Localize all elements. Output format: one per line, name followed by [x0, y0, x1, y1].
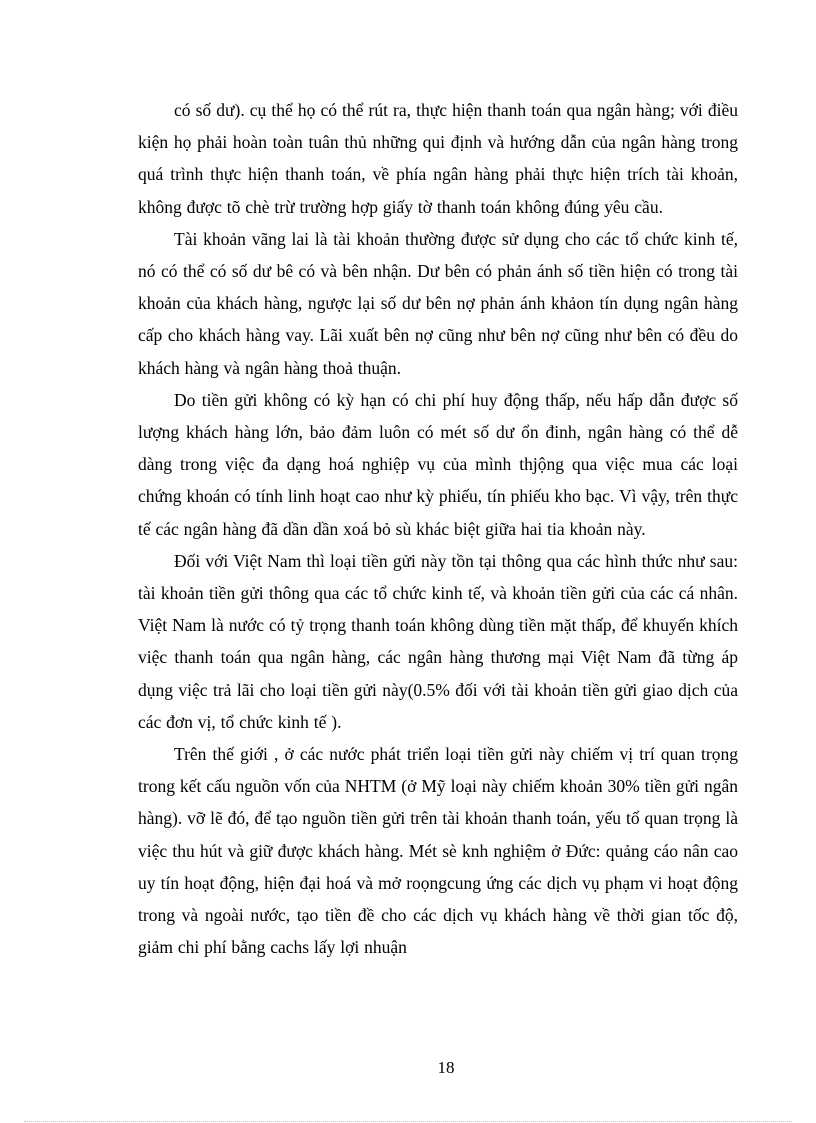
page-bottom-divider: [24, 1121, 792, 1122]
paragraph-5: Trên thế giới , ở các nước phát triển loại tiền gửi này chiếm vị trí quan trọng trong kết cấu nguồn vốn của NHTM (ở Mỹ loại này chiếm khoản 30% tiền gửi ngân hàng). vỡ lẽ đó, để tạo nguồn tiền gửi trên tài khoản thanh toán, yếu tố quan trọng là việc thu hút và giữ được khách hàng. Mét sè knh nghiệm ở Đức: quảng cáo nân cao uy tín hoạt động, hiện đại hoá và mở roọngcung ứng các dịch vụ phạm vi hoạt động trong và ngoài nước, tạo tiền đề cho các dịch vụ khách hàng về thời gian tốc độ, giảm chi phí bằng cachs lấy lợi nhuận: [138, 744, 738, 958]
paragraph-1: có số dư). cụ thể họ có thể rút ra, thực hiện thanh toán qua ngân hàng; với điều kiện họ phải hoàn toàn tuân thủ những qui định và hướng dẫn của ngân hàng trong quá trình thực hiện thanh toán, về phía ngân hàng phải thực hiện trích tài khoản, không được tõ chè trừ trường hợp giấy tờ thanh toán không đúng yêu cầu.: [138, 100, 738, 217]
paragraph-3: Do tiền gửi không có kỳ hạn có chi phí huy động thấp, nếu hấp dẫn được số lượng khách hàng lớn, bảo đảm luôn có mét số dư ổn đinh, ngân hàng có thể dễ dàng trong việc đa dạng hoá nghiệp vụ của mình thjộng qua việc mua các loại chứng khoán có tính linh hoạt cao như kỳ phiếu, tín phiếu kho bạc. Vì vậy, trên thực tế các ngân hàng đã dần dần xoá bỏ sù khác biệt giữa hai tia khoản này.: [138, 389, 738, 539]
paragraph-4: Đối với Việt Nam thì loại tiền gửi này tồn tại thông qua các hình thức như sau: tài khoản tiền gửi thông qua các tổ chức kinh tế, và khoản tiền gửi của các cá nhân. Việt Nam là nước có tỷ trọng thanh toán không dùng tiền mặt thấp, để khuyến khích việc thanh toán qua ngân hàng, các ngân hàng thương mại Việt Nam đã từng áp dụng việc trả lãi cho loại tiền gửi này(0.5% đối với tài khoản tiền gửi giao dịch của các đơn vị, tổ chức kinh tế ).: [138, 550, 738, 732]
body-text: [138, 94, 738, 963]
paragraph-2: Tài khoản vãng lai là tài khoản thường được sử dụng cho các tổ chức kinh tế, nó có thể có số dư bê có và bên nhận. Dư bên có phản ánh số tiền hiện có trong tài khoản của khách hàng, ngược lại số dư bên nợ phản ánh khảon tín dụng ngân hàng cấp cho khách hàng vay. Lãi xuất bên nợ cũng như bên nợ cũng như bên có đều do khách hàng và ngân hàng thoả thuận.: [138, 228, 738, 378]
page-number: 18: [437, 1058, 455, 1077]
